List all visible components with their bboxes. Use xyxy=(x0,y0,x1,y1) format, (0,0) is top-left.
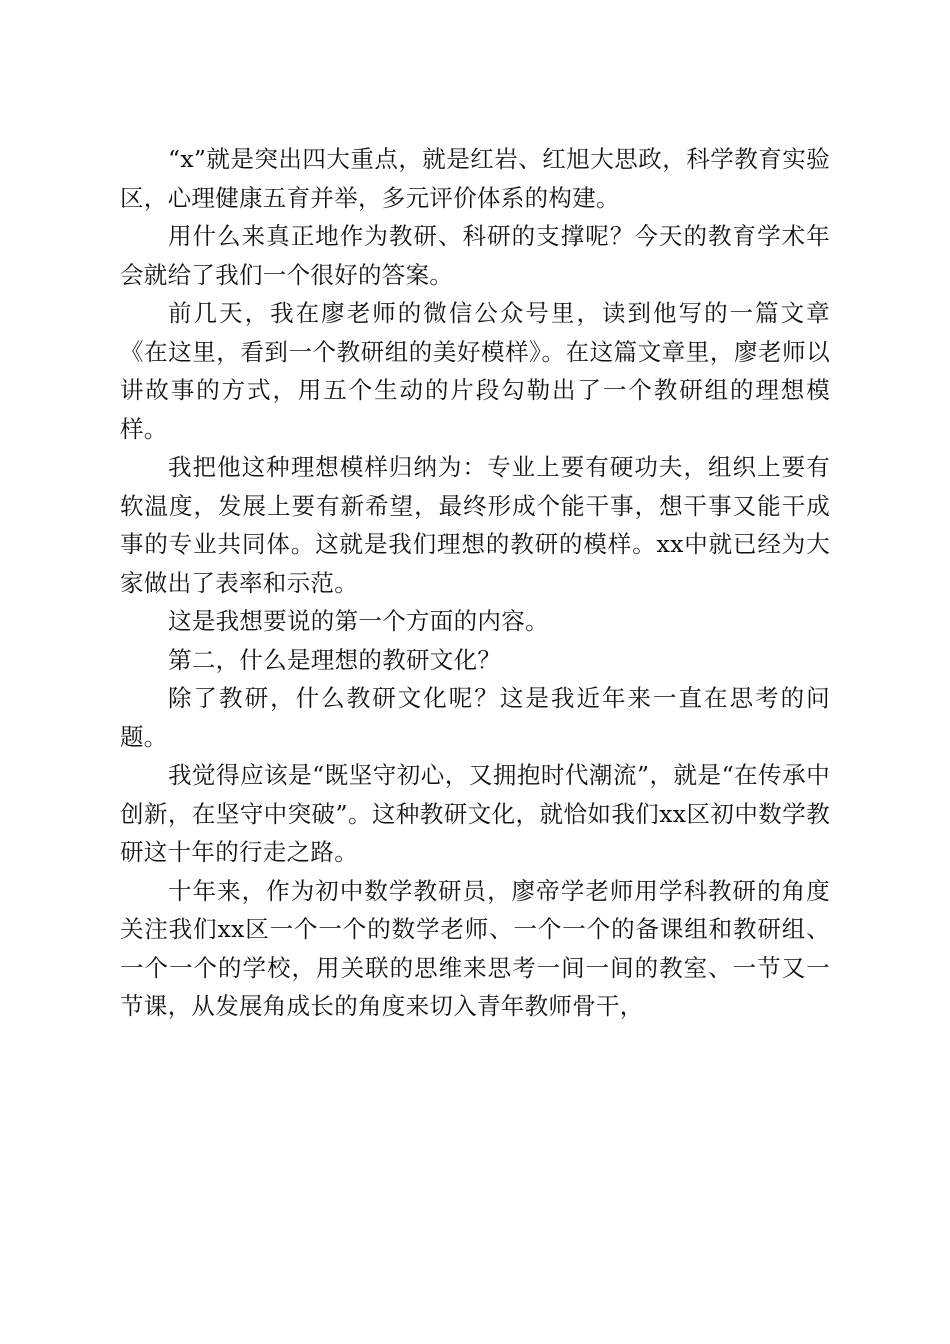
section-heading-second: 第二，什么是理想的教研文化？ xyxy=(168,645,502,674)
paragraph-research-support: 用什么来真正地作为教研、科研的支撑呢？今天的教育学术年会就给了我们一个很好的答案。 xyxy=(120,222,830,289)
document-body xyxy=(120,140,830,1026)
paragraph-four-focus-points: “x”就是突出四大重点，就是红岩、红旭大思政，科学教育实验区，心理健康五育并举，多元评价体系的构建。 xyxy=(120,145,830,212)
paragraph-first-aspect-close: 这是我想要说的第一个方面的内容。 xyxy=(168,607,549,635)
paragraph-wechat-article: 前几天，我在廖老师的微信公众号里，读到他写的一篇文章《在这里，看到一个教研组的美好模样》。在这篇文章里，廖老师以讲故事的方式，用五个生动的片段勾勒出了一个教研组的理想模样。 xyxy=(120,299,830,443)
paragraph-research-culture-question: 除了教研，什么教研文化呢？这是我近年来一直在思考的问题。 xyxy=(120,684,830,751)
paragraph-ten-years: 十年来，作为初中数学教研员，廖帝学老师用学科教研的角度关注我们xx区一个一个的数学老师、一个一个的备课组和教研组、一个一个的学校，用关联的思维来思考一间一间的教室、一节又一节课，从发展角成长的角度来切入青年教师骨干， xyxy=(120,876,830,1020)
paragraph-culture-definition: 我觉得应该是“既坚守初心，又拥抱时代潮流”，就是“在传承中创新，在坚守中突破”。这种教研文化，就恰如我们xx区初中数学教研这十年的行走之路。 xyxy=(120,761,830,866)
paragraph-ideal-model-summary: 我把他这种理想模样归纳为：专业上要有硬功夫，组织上要有软温度，发展上要有新希望，最终形成个能干事，想干事又能干成事的专业共同体。这就是我们理想的教研的模样。xx中就已经为大家做出了表率和示范。 xyxy=(120,453,830,597)
